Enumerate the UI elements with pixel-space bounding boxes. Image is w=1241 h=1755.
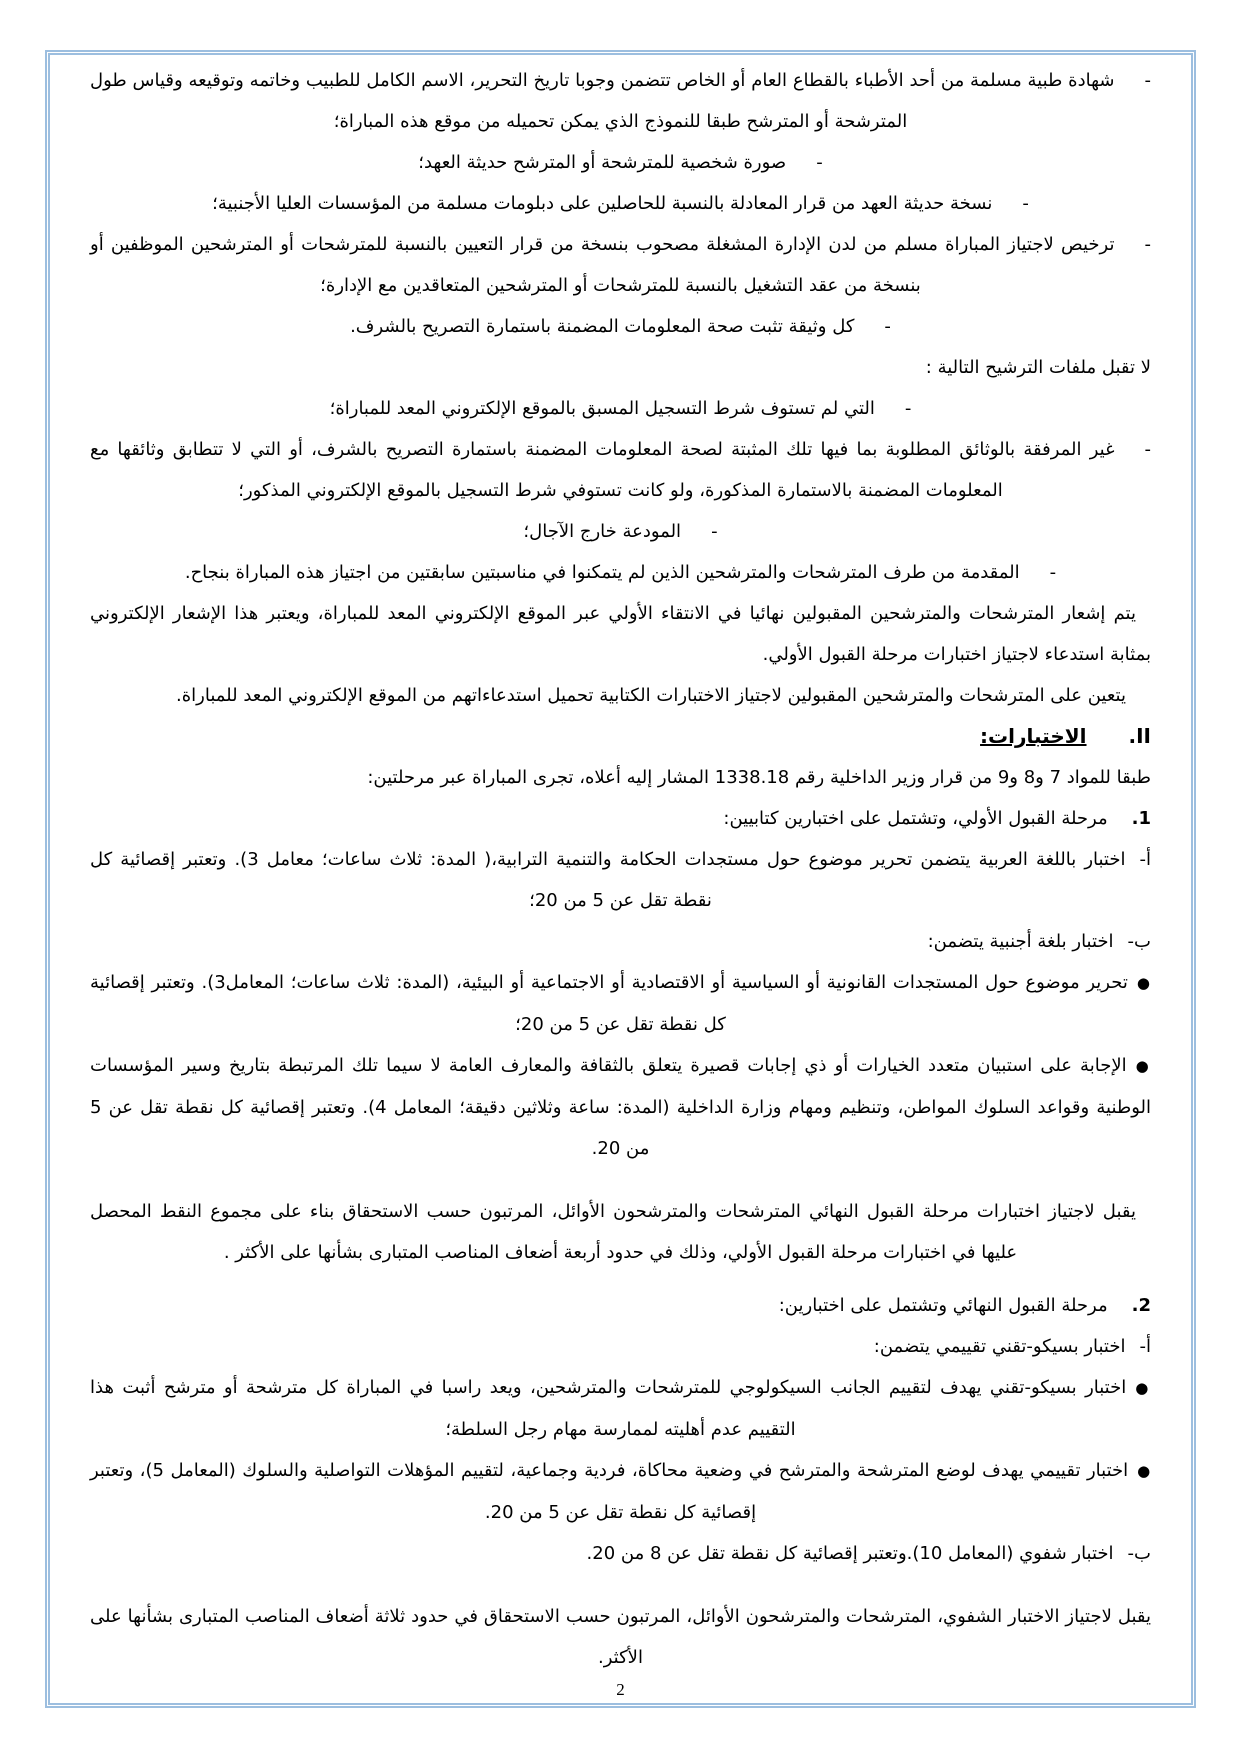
list-item-text: اختبار بلغة أجنبية يتضمن: <box>927 931 1114 952</box>
dash-marker: - <box>1144 234 1151 255</box>
dash-marker: - <box>1144 439 1151 460</box>
bullet-list-item <box>90 1045 1151 1169</box>
list-item-text: الإجابة على استبيان متعدد الخيارات أو ذي إجابات قصيرة يتعلق بالثقافة والمعارف العامة لا سيما تلك المرتبطة بتاريخ وسير المؤسسات الوطنية وقواعد السلوك المواطن، وتنظيم ومهام وزارة الداخلية (المدة: ساعة وثلاثين دقيقة؛ المعامل 4). وتعتبر إقصائية كل نقطة تقل عن 5 من 20. <box>90 1055 1151 1159</box>
letter-list-item-a <box>90 1326 1151 1367</box>
list-item-text: غير المرفقة بالوثائق المطلوبة بما فيها تلك المثبتة لصحة المعلومات المضمنة باستمارة التصريح بالشرف، أو التي لا تتطابق وثائقها مع المعلومات المضمنة بالاستمارة المذكورة، ولو كانت تستوفي شرط التسجيل بالموقع الإلكتروني المذكور؛ <box>90 439 1115 501</box>
list-item-text: تحرير موضوع حول المستجدات القانونية أو السياسية أو الاقتصادية أو الاجتماعية أو البيئية، (المدة: ثلاث ساعات؛ المعامل3). وتعتبر إقصائية كل نقطة تقل عن 5 من 20؛ <box>90 972 1128 1035</box>
list-item-text: المودعة خارج الآجال؛ <box>523 521 682 542</box>
dash-marker: - <box>1049 562 1057 583</box>
bullet-list-item <box>90 962 1151 1045</box>
dash-marker: - <box>816 152 823 173</box>
list-item-text: اختبار باللغة العربية يتضمن تحرير موضوع حول مستجدات الحكامة والتنمية الترابية،( المدة: ثلاث ساعات؛ معامل 3). وتعتبر إقصائية كل نقطة تقل عن 5 من 20؛ <box>90 849 1126 911</box>
dash-marker: - <box>1144 70 1151 91</box>
dash-list-item <box>90 142 1151 183</box>
dash-list-item <box>90 511 1151 552</box>
rejected-files-intro: لا تقبل ملفات الترشيح التالية : <box>925 357 1151 378</box>
letter-marker: ب- <box>1127 1543 1151 1564</box>
bullet-icon: ● <box>1136 974 1151 992</box>
paragraph-oral-admission: يقبل لاجتياز الاختبار الشفوي، المترشحات والمترشحون الأوائل، المرتبون حسب الاستحقاق في حدود ثلاثة أضعاف المناصب المتبارى بشأنها على الأكثر. <box>90 1606 1151 1668</box>
list-number-marker: .2 <box>1131 1295 1151 1316</box>
dash-marker: - <box>904 398 912 419</box>
section-heading-title: الاختبارات: <box>980 724 1087 748</box>
list-item-text: المقدمة من طرف المترشحات والمترشحين الذين لم يتمكنوا في مناسبتين سابقتين من اجتياز هذه المباراة بنجاح. <box>184 562 1020 583</box>
section-number-marker: .II <box>1128 724 1151 748</box>
dash-list-item <box>90 552 1151 593</box>
dash-list-item <box>90 224 1151 306</box>
list-item-text: اختبار تقييمي يهدف لوضع المترشحة والمترشح في وضعية محاكاة، فردية وجماعية، لتقييم المؤهلات التواصلية والسلوك (المعامل 5)، وتعتبر إقصائية كل نقطة تقل عن 5 من 20. <box>90 1460 1129 1523</box>
stage-1-heading <box>90 798 1151 839</box>
letter-marker: ب- <box>1127 931 1151 952</box>
dash-list-item <box>90 60 1151 142</box>
bullet-icon: ● <box>1135 1057 1151 1075</box>
letter-list-item-b <box>90 1533 1151 1574</box>
bullet-list-item <box>90 1367 1151 1450</box>
stage-2-heading <box>90 1285 1151 1326</box>
dash-list-item <box>90 388 1151 429</box>
list-item-text: اختبار بسيكو-تقني يهدف لتقييم الجانب السيكولوجي للمترشحات والمترشحين، ويعد راسبا في المباراة كل مترشحة أو مترشح أثبت هذا التقييم عدم أهليته لممارسة مهام رجل السلطة؛ <box>90 1377 1127 1440</box>
page-content <box>90 60 1151 1678</box>
bullet-list-item <box>90 1450 1151 1533</box>
dash-list-item <box>90 306 1151 347</box>
paragraph-final-stage-admission: يقبل لاجتياز اختبارات مرحلة القبول النهائي المترشحات والمترشحون الأوائل، المرتبون حسب الاستحقاق بناء على مجموع النقط المحصل عليها في اختبارات مرحلة القبول الأولي، وذلك في حدود أربعة أضعاف المناصب المتبارى بشأنها على الأكثر . <box>90 1201 1136 1263</box>
bullet-icon: ● <box>1137 1462 1152 1480</box>
paragraph-notification: يتم إشعار المترشحات والمترشحين المقبولين نهائيا في الانتقاء الأولي عبر الموقع الإلكتروني المعد للمباراة، ويعتبر هذا الإشعار الإلكتروني بمثابة استدعاء لاجتياز اختبارات مرحلة القبول الأولي. <box>90 603 1151 665</box>
list-item-text: شهادة طبية مسلمة من أحد الأطباء بالقطاع العام أو الخاص تتضمن وجوبا تاريخ التحرير، الاسم الكامل للطبيب وخاتمه وتوقيعه وقياس طول المترشحة أو المترشح طبقا للنموذج الذي يمكن تحميله من موقع هذه المباراة؛ <box>90 70 1115 132</box>
list-item-text: اختبار شفوي (المعامل 10).وتعتبر إقصائية كل نقطة تقل عن 8 من 20. <box>586 1543 1114 1564</box>
dash-marker: - <box>884 316 891 337</box>
page-number: 2 <box>616 1680 625 1699</box>
letter-list-item-a <box>90 839 1151 921</box>
letter-marker: أ- <box>1139 849 1151 870</box>
paragraph-pursuant: طبقا للمواد 7 و8 و9 من قرار وزير الداخلية رقم 1338.18 المشار إليه أعلاه، تجرى المباراة عبر مرحلتين: <box>367 767 1151 788</box>
dash-marker: - <box>711 521 718 542</box>
bullet-icon: ● <box>1135 1379 1151 1397</box>
dash-list-item <box>90 429 1151 511</box>
list-item-text: ترخيص لاجتياز المباراة مسلم من لدن الإدارة المشغلة مصحوب بنسخة من قرار التعيين بالنسبة للمترشحات أو المترشحين الموظفين أو بنسخة من عقد التشغيل بالنسبة للمترشحات أو المترشحين المتعاقدين مع الإدارة؛ <box>90 234 1115 296</box>
list-item-text: التي لم تستوف شرط التسجيل المسبق بالموقع الإلكتروني المعد للمباراة؛ <box>329 398 875 419</box>
paragraph-download-summons: يتعين على المترشحات والمترشحين المقبولين لاجتياز الاختبارات الكتابية تحميل استدعاءاتهم من الموقع الإلكتروني المعد للمباراة. <box>176 685 1126 706</box>
letter-list-item-b <box>90 921 1151 962</box>
section-heading-tests <box>90 716 1151 757</box>
list-item-text: اختبار بسيكو-تقني تقييمي يتضمن: <box>873 1336 1126 1357</box>
list-number-marker: .1 <box>1131 808 1151 829</box>
list-item-text: صورة شخصية للمترشحة أو المترشح حديثة العهد؛ <box>418 152 787 173</box>
stage-title: مرحلة القبول النهائي وتشتمل على اختبارين: <box>778 1295 1108 1316</box>
letter-marker: أ- <box>1139 1336 1151 1357</box>
stage-title: مرحلة القبول الأولي، وتشتمل على اختبارين كتابيين: <box>723 808 1108 829</box>
list-item-text: كل وثيقة تثبت صحة المعلومات المضمنة باستمارة التصريح بالشرف. <box>350 316 855 337</box>
dash-list-item <box>90 183 1151 224</box>
list-item-text: نسخة حديثة العهد من قرار المعادلة بالنسبة للحاصلين على دبلومات مسلمة من المؤسسات العليا الأجنبية؛ <box>212 193 993 214</box>
dash-marker: - <box>1022 193 1029 214</box>
